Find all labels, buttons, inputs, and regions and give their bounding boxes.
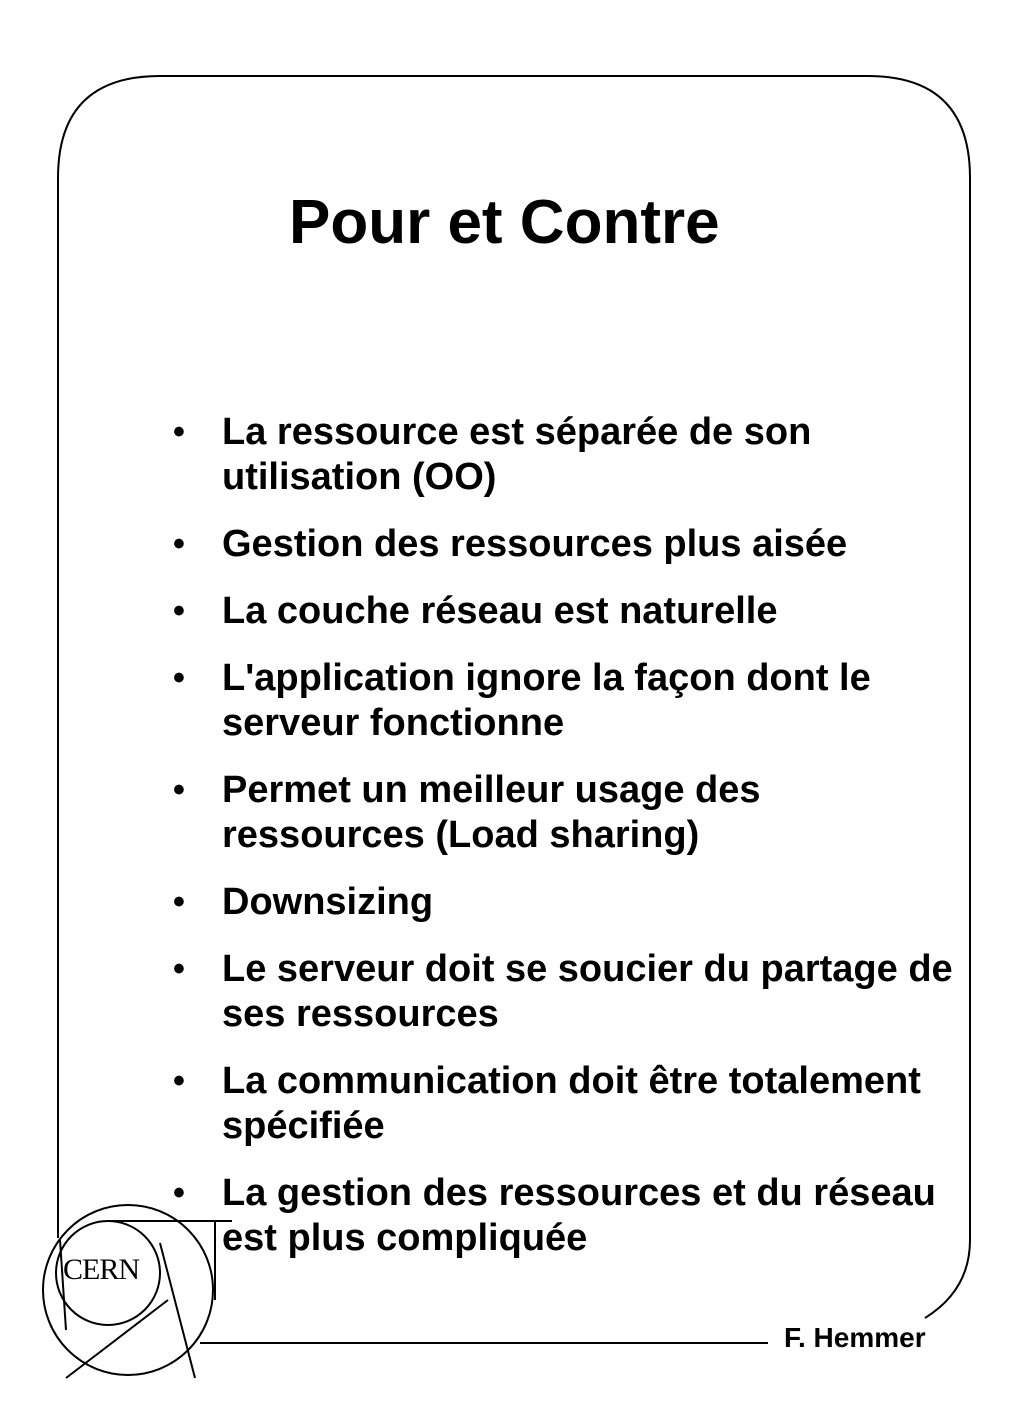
bullet-dot-icon: • [173,592,185,630]
bullet-dot-icon: • [173,413,185,451]
bullet-text: Downsizing [222,881,434,923]
bullet-dot-icon: • [173,659,185,697]
bullet-dot-icon: • [173,525,185,563]
slide-title: Pour et Contre [289,188,720,257]
bullet-text: L'application ignore la façon dont le serveur fonctionne [222,657,871,744]
bullet-text: La ressource est séparée de son utilisation (OO) [222,411,812,498]
list-item [165,410,965,500]
bullet-text: La communication doit être totalement spécifiée [222,1060,921,1147]
bullet-list [165,410,965,1283]
bullet-text: La gestion des ressources et du réseau est plus compliquée [222,1172,936,1259]
bullet-dot-icon: • [173,1062,185,1100]
bullet-dot-icon: • [173,883,185,921]
cern-logo-text: CERN [63,1253,140,1286]
bullet-text: Gestion des ressources plus aisée [222,523,848,565]
list-item [165,880,965,925]
author-name: F. Hemmer [780,1320,930,1356]
bullet-dot-icon: • [173,771,185,809]
bullet-dot-icon: • [173,1174,185,1212]
list-item [165,589,965,634]
list-item [165,1171,965,1261]
bullet-text: La couche réseau est naturelle [222,590,778,632]
list-item [165,656,965,746]
list-item [165,522,965,567]
list-item [165,1059,965,1149]
list-item [165,768,965,858]
bullet-dot-icon: • [173,950,185,988]
bullet-text: Permet un meilleur usage des ressources (Load sharing) [222,769,761,856]
bullet-text: Le serveur doit se soucier du partage de ses ressources [222,948,953,1035]
list-item [165,947,965,1037]
